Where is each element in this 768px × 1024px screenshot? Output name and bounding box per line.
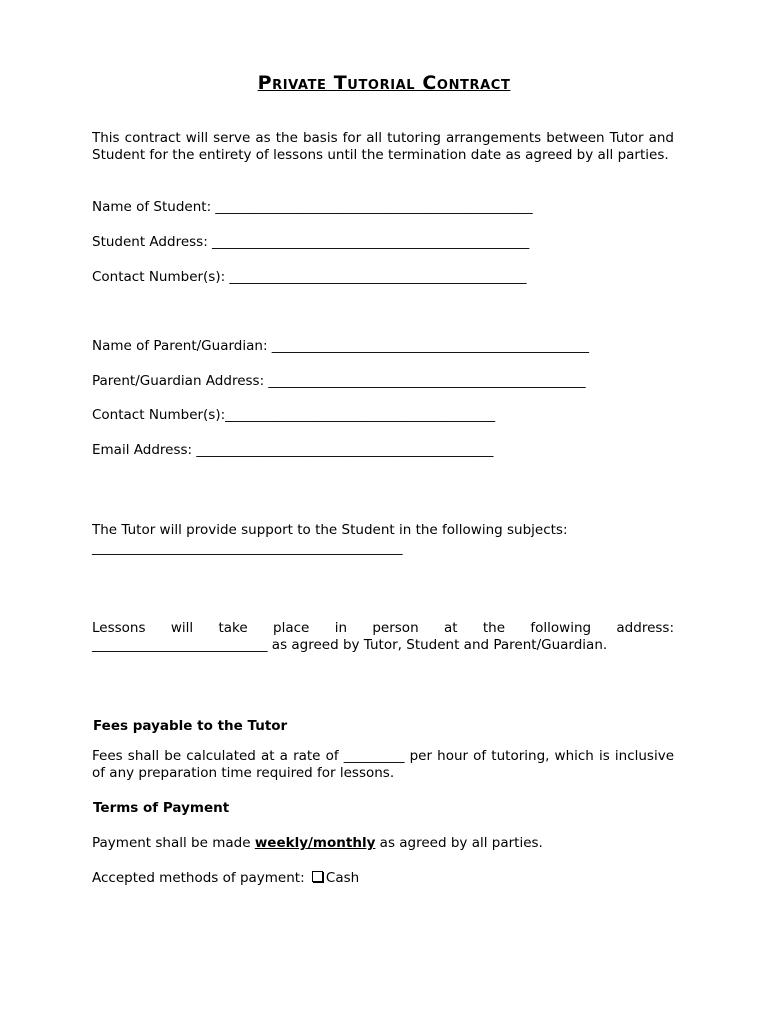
terms-heading: Terms of Payment [93,800,230,816]
payment-prefix: Payment shall be made [92,835,255,851]
payment-frequency-emphasis: weekly/monthly [254,835,376,851]
fees-heading: Fees payable to the Tutor [93,718,288,734]
student-address-field: Student Address: _______________________________________________ [92,234,530,250]
cash-option-label: Cash [325,870,360,886]
student-name-field: Name of Student: _______________________________________________ [92,199,533,215]
parent-name-field: Name of Parent/Guardian: _______________________________________________ [92,338,590,354]
payment-suffix: as agreed by all parties. [375,835,543,851]
cash-checkbox[interactable] [312,871,323,882]
subjects-blank: ______________________________________________ [92,540,403,556]
parent-address-field: Parent/Guardian Address: _______________________________________________ [92,373,586,389]
intro-paragraph: This contract will serve as the basis for all tutoring arrangements between Tutor and Student for the entirety of lessons until the termination date as agreed by all parties. [92,130,674,163]
parent-contact-field: Contact Number(s):________________________________________ [92,407,496,423]
email-address-field: Email Address: ____________________________________________ [92,442,494,458]
lessons-statement: Lessons will take place in person at the following address: [92,620,674,636]
payment-methods-label: Accepted methods of payment: [92,870,309,886]
payment-methods-line [92,870,674,887]
subjects-statement: The Tutor will provide support to the Student in the following subjects: [92,522,568,538]
lessons-address-line: __________________________ as agreed by Tutor, Student and Parent/Guardian. [92,637,608,653]
document-title: Private Tutorial Contract [257,72,511,94]
fees-paragraph: Fees shall be calculated at a rate of _________ per hour of tutoring, which is inclusive of any preparation time required for lessons. [92,748,674,781]
student-contact-field: Contact Number(s): ____________________________________________ [92,269,527,285]
payment-frequency-line [92,835,674,852]
